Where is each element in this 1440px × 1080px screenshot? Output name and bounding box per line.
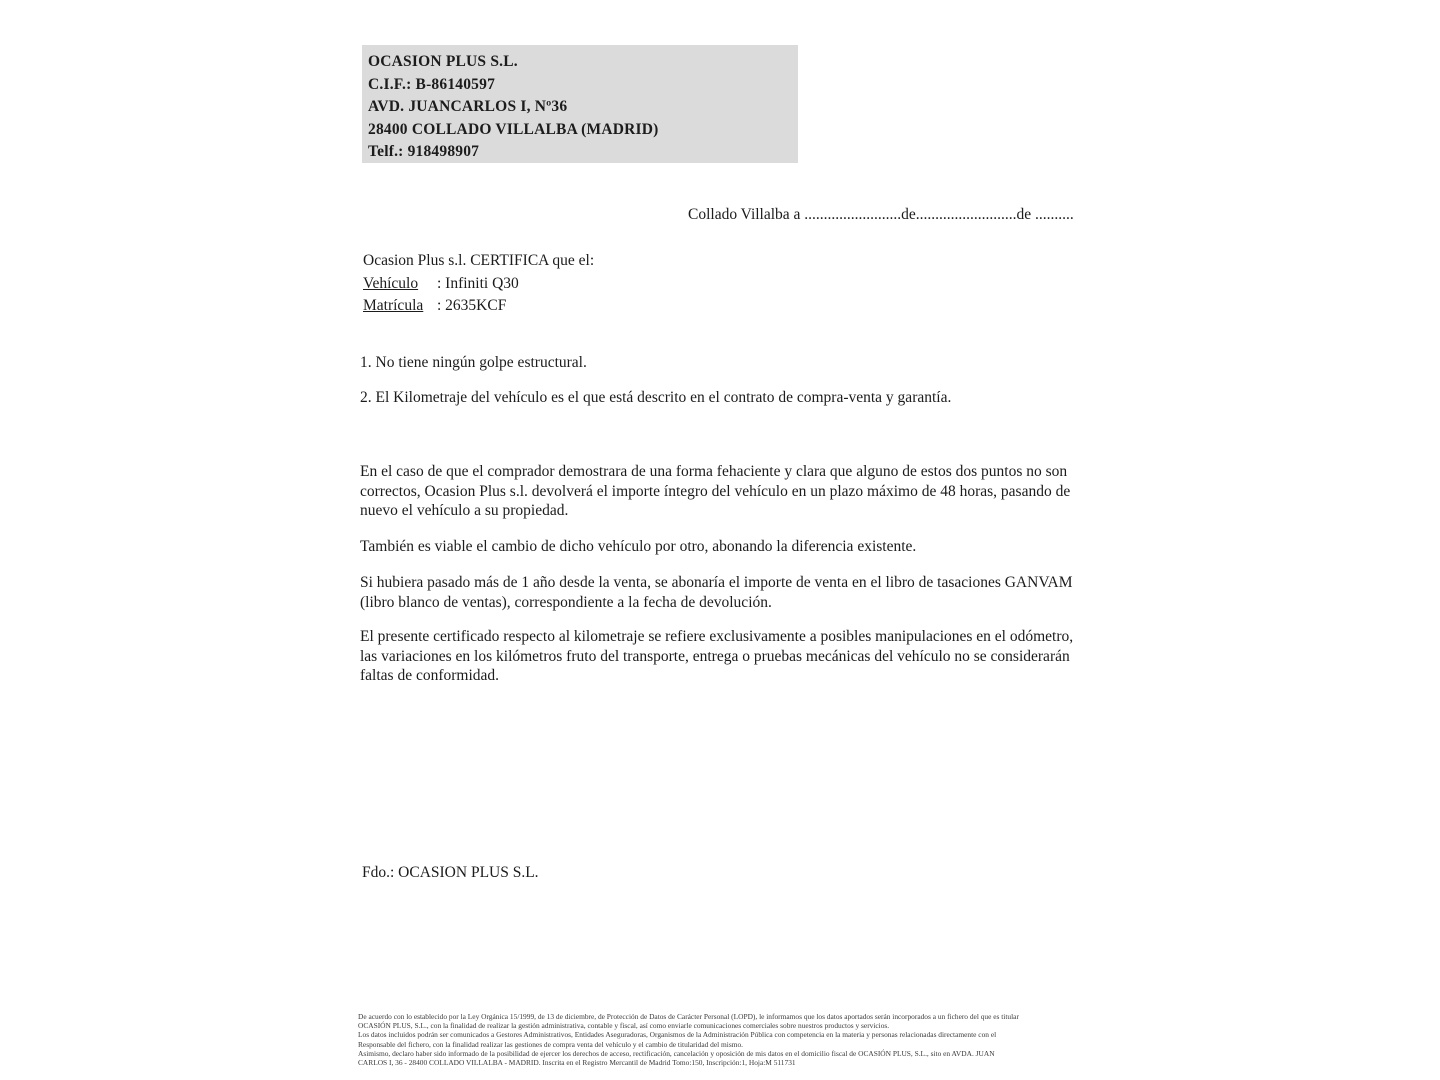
vehicle-label: Vehículo xyxy=(363,274,419,292)
certifies-intro: Ocasion Plus s.l. CERTIFICA que el: xyxy=(363,252,595,269)
certification-block xyxy=(363,250,594,318)
company-phone: Telf.: 918498907 xyxy=(368,143,480,160)
legal-line: OCASIÓN PLUS, S.L., con la finalidad de realizar la gestión administrativa, contable y fiscal, así como enviarle comunicaciones comerciales sobre nuestros productos y servicios. xyxy=(358,1021,890,1031)
legal-fine-print xyxy=(358,1012,1098,1067)
vehicle-row xyxy=(363,273,594,296)
legal-line: Responsable del fichero, con la finalidad realizar las gestiones de compra venta del vehículo y el cambio de titularidad del mismo. xyxy=(358,1039,744,1049)
company-cif: C.I.F.: B-86140597 xyxy=(368,75,496,93)
ganvam-paragraph: Si hubiera pasado más de 1 año desde la venta, se abonaría el importe de venta en el libro de tasaciones GANVAM (libro blanco de ventas), correspondiente a la fecha de devolución. xyxy=(360,574,1073,611)
legal-line: Asimismo, declaro haber sido informado de la posibilidad de ejercer los derechos de acceso, rectificación, cancelación y oposición de mis datos en el domicilio fiscal de OCASIÓN PLUS, S.L., sito en AVDA. JUAN xyxy=(358,1048,995,1058)
company-city: 28400 COLLADO VILLALBA (MADRID) xyxy=(368,120,659,138)
exchange-paragraph: También es viable el cambio de dicho vehículo por otro, abonando la diferencia existente. xyxy=(360,538,917,555)
vehicle-value: : Infiniti Q30 xyxy=(437,274,519,292)
date-line: Collado Villalba a .........................de..........................de .......... xyxy=(688,206,1074,223)
company-letterhead xyxy=(362,45,798,163)
plate-row xyxy=(363,295,594,318)
signature-line: Fdo.: OCASION PLUS S.L. xyxy=(362,864,539,881)
company-name: OCASION PLUS S.L. xyxy=(368,53,518,70)
legal-line: De acuerdo con lo establecido por la Ley Orgánica 15/1999, de 13 de diciembre, de Protección de Datos de Carácter Personal (LOPD), le informamos que los datos aportados serán incorporados a un fichero del que es titular xyxy=(358,1012,1019,1021)
company-address: AVD. JUANCARLOS I, Nº36 xyxy=(368,98,568,115)
legal-line: CARLOS I, 36 - 28400 COLLADO VILLALBA - MADRID. Inscrita en el Registro Mercantil de Madrid Tomo:150, Inscripción:1, Hoja:M 511731 xyxy=(358,1058,796,1068)
certified-point-2: 2. El Kilometraje del vehículo es el que está descrito en el contrato de compra-venta y garantía. xyxy=(360,389,952,406)
odometer-paragraph: El presente certificado respecto al kilometraje se refiere exclusivamente a posibles manipulaciones en el odómetro, las variaciones en los kilómetros fruto del transporte, entrega o pruebas mecánicas del vehículo no se considerarán faltas de conformidad. xyxy=(360,628,1074,684)
certified-point-1: 1. No tiene ningún golpe estructural. xyxy=(360,354,587,371)
legal-line: Los datos incluidos podrán ser comunicados a Gestores Administrativos, Entidades Aseguradoras, Organismos de la Administración Pública con competencia en la materia y personas relacionadas directamente con el xyxy=(358,1030,997,1040)
plate-label: Matrícula xyxy=(363,297,424,314)
refund-paragraph: En el caso de que el comprador demostrara de una forma fehaciente y clara que alguno de estos dos puntos no son correctos, Ocasion Plus s.l. devolverá el importe íntegro del vehículo en un plazo máximo de 48 horas, pasando de nuevo el vehículo a su propiedad. xyxy=(360,463,1071,519)
plate-value: : 2635KCF xyxy=(437,297,507,314)
